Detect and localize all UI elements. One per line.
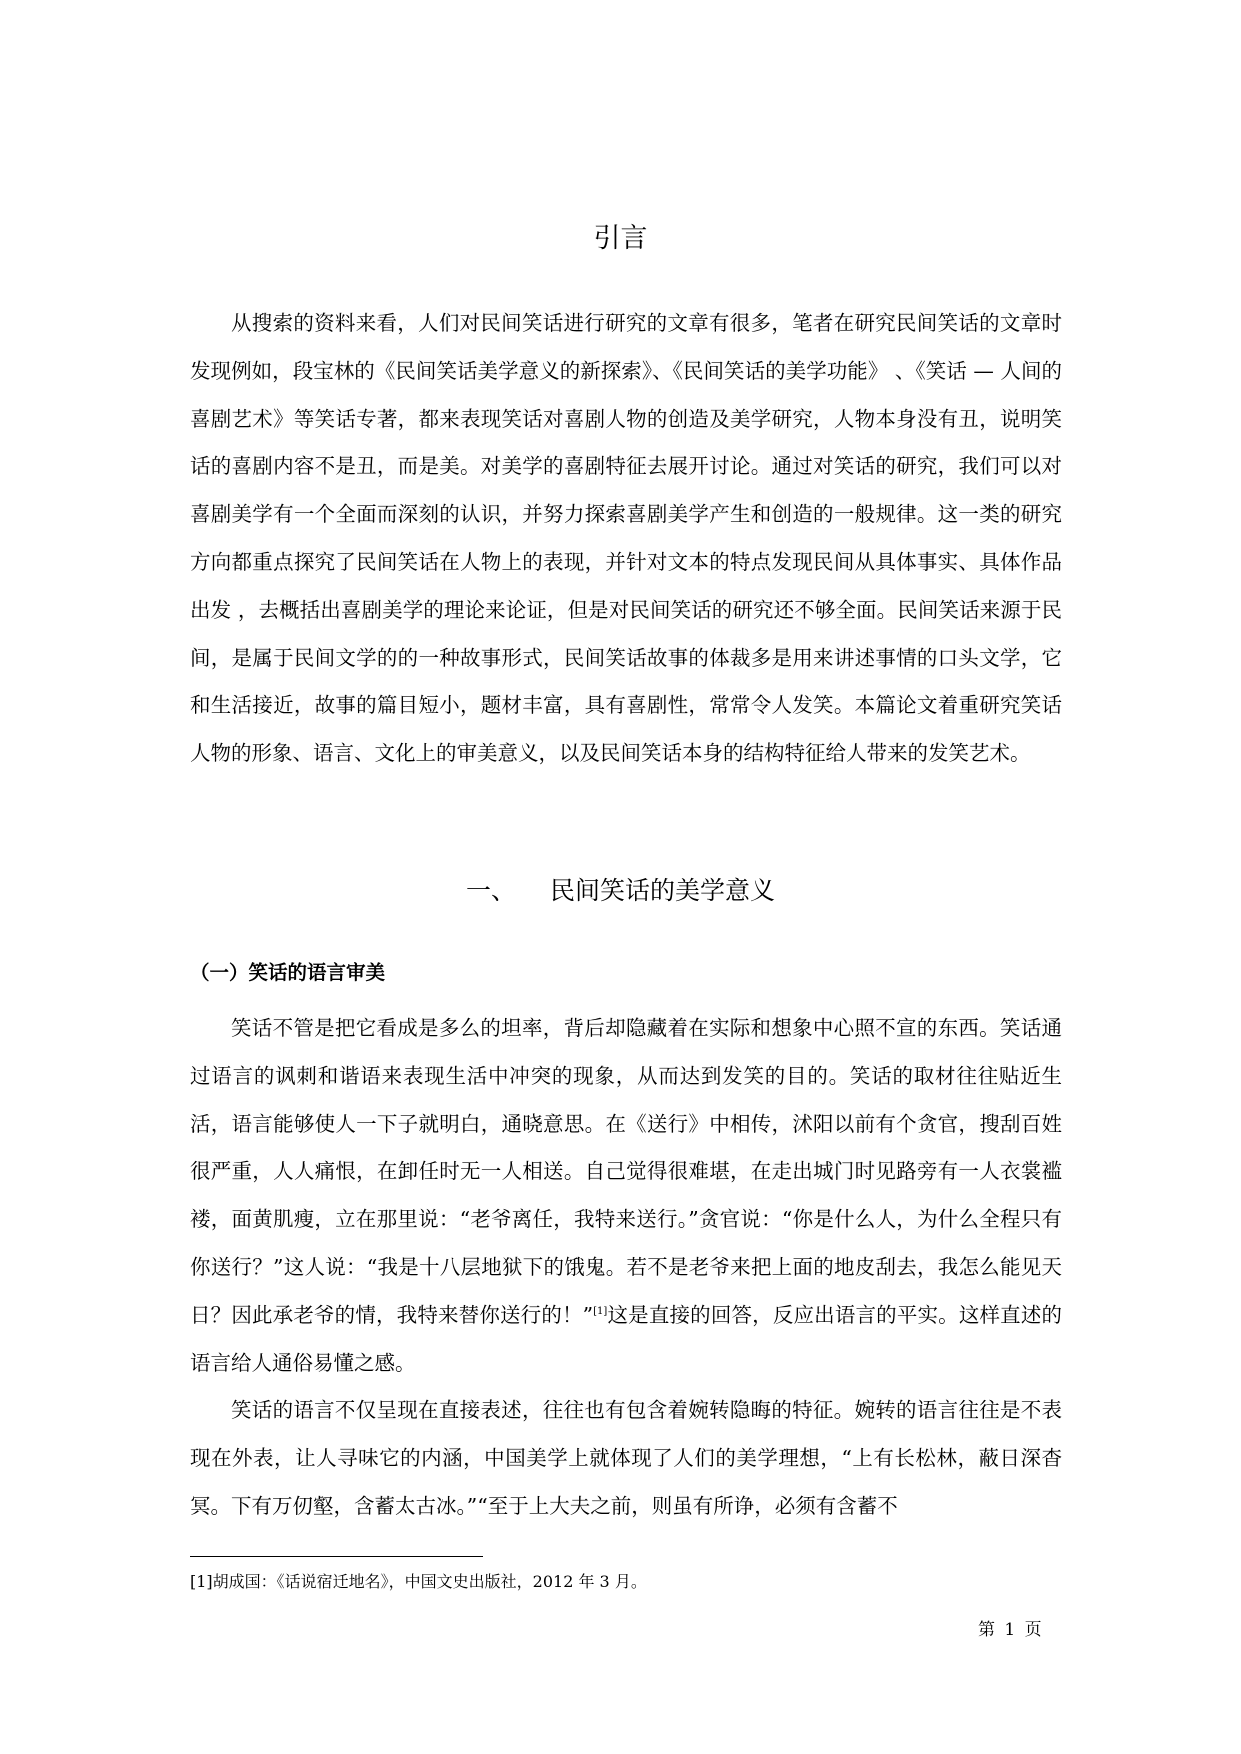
intro-paragraph: 从搜索的资料来看，人们对民间笑话进行研究的文章有很多，笔者在研究民间笑话的文章时发现例如，段宝林的《民间笑话美学意义的新探索》、《民间笑话的美学功能》 、《笑话 — 人间的喜剧艺术》等笑话专著，都来表现笑话对喜剧人物的创造及美学研究，人物本身没有丑，说明笑话的喜剧内容不是丑，而是美。对美学的喜剧特征去展开讨论。通过对笑话的研究，我们可以对喜剧美学有一个全面而深刻的认识，并努力探索喜剧美学产生和创造的一般规律。这一类的研究方向都重点探究了民间笑话在人物上的表现，并针对文本的特点发现民间从具体事实、具体作品出发 ，去概括出喜剧美学的理论来论证，但是对民间笑话的研究还不够全面。民间笑话来源于民间，是属于民间文学的的一种故事形式，民间笑话故事的体裁多是用来讲述事情的口头文学，它和生活接近，故事的篇目短小，题材丰富，具有喜剧性，常常令人发笑。本篇论文着重研究笑话人物的形象、语言、文化上的审美意义，以及民间笑话本身的结构特征给人带来的发笑艺术。 — [190, 311, 1062, 766]
footnote: [1]胡成国：《话说宿迁地名》，中国文史出版社，2012 年 3 月。 — [190, 1572, 647, 1591]
footnote-reference[interactable]: [1] — [593, 1305, 608, 1317]
paragraph-text: 笑话不管是把它看成是多么的坦率，背后却隐藏着在实际和想象中心照不宣的东西。笑话通过语言的讽刺和谐语来表现生活中冲突的现象，从而达到发笑的目的。笑话的取材往往贴近生活，语言能够使人一下子就明白，通晓意思。在《送行》中相传，沭阳以前有个贪官，搜刮百姓很严重，人人痛恨，在卸任时无一人相送。自己觉得很难堪，在走出城门时见路旁有一人衣裳褴褛，面黄肌瘦，立在那里说：“老爷离任，我特来送行。”贪官说：“你是什么人，为什么全程只有你送行？”这人说：“我是十八层地狱下的饿鬼。若不是老爷来把上面的地皮刮去，我怎么能见天日？因此承老爷的情，我特来替你送行的！” — [190, 1016, 1062, 1327]
body-paragraph: 笑话的语言不仅呈现在直接表述，往往也有包含着婉转隐晦的特征。婉转的语言往往是不表现在外表，让人寻味它的内涵，中国美学上就体现了人们的美学理想，“上有长松林，蔽日深杳冥。下有万仞壑，含蓄太古冰。”“至于上大夫之前，则虽有所诤，必须有含蓄不 — [190, 1398, 1062, 1518]
section-body — [190, 1005, 1062, 1531]
footnote-separator — [190, 1556, 483, 1557]
page-number: 第 1 页 — [978, 1620, 1042, 1640]
subsection-heading: （一）笑话的语言审美 — [190, 961, 386, 984]
paragraph-text-continued: 这是直接的回答，反应出语言的平实。这样直述的语言给人通俗易懂之感。 — [190, 1302, 1062, 1375]
section-heading — [0, 874, 1241, 908]
intro-block — [190, 300, 1062, 778]
page-title: 引言 — [593, 223, 648, 254]
section-number: 一、 — [465, 876, 516, 905]
body-paragraph — [190, 1005, 1062, 1387]
section-title: 民间笑话的美学意义 — [550, 876, 776, 905]
